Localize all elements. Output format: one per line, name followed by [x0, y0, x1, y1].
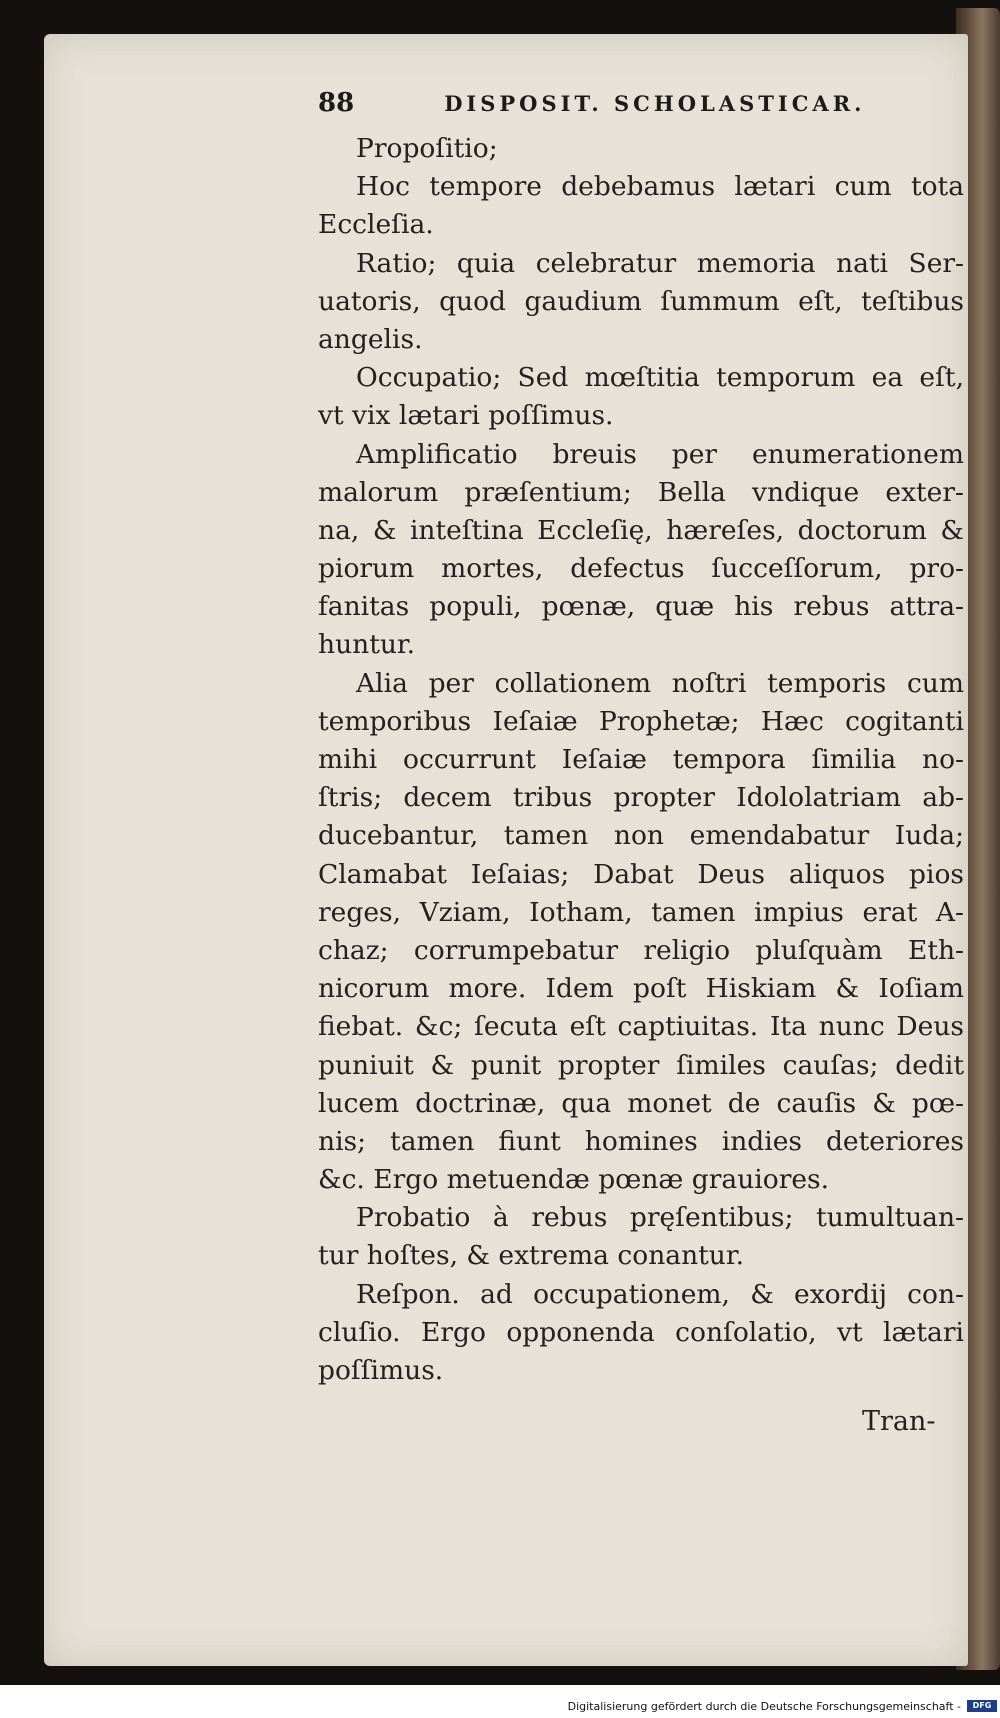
text-line: Clamabat Ieſaias; Dabat Deus aliquos pios	[318, 858, 964, 890]
text-line: Amplificatio breuis per enumerationem	[356, 438, 964, 470]
text-line: ſtris; decem tribus propter Idololatriam ab-	[318, 782, 964, 814]
text-line: nicorum more. Idem poſt Hiskiam & Ioſiam	[318, 973, 964, 1005]
body-text	[318, 130, 964, 1390]
text-line: ducebantur, tamen non emendabatur Iuda;	[318, 820, 964, 852]
text-line: Probatio à rebus pręſentibus; tumultuan-	[356, 1202, 964, 1234]
digitization-footer	[0, 1695, 1000, 1717]
text-line: puniuit & punit propter ſimiles cauſas; dedit	[318, 1049, 964, 1081]
text-line: Eccleſia.	[318, 209, 434, 241]
text-line: cluſio. Ergo opponenda conſolatio, vt lætari	[318, 1316, 964, 1348]
dfg-logo-icon: DFG	[967, 1700, 997, 1712]
text-line: mihi occurrunt Ieſaiæ tempora ſimilia no-	[318, 744, 964, 775]
text-line: Alia per collationem noſtri temporis cum	[356, 667, 964, 699]
text-line: reges, Vziam, Iotham, tamen impius erat A-	[318, 896, 964, 928]
page-header	[318, 88, 958, 118]
text-line: Occupatio; Sed mœſtitia temporum ea eſt,	[356, 362, 964, 394]
text-line: tur hoſtes, & extrema conantur.	[318, 1240, 745, 1272]
running-head: DISPOSIT. SCHOLASTICAR.	[444, 91, 866, 116]
text-line: poſſimus.	[318, 1355, 444, 1386]
text-line: uatoris, quod gaudium ſummum eſt, teſtibus	[318, 285, 964, 317]
text-line: angelis.	[318, 323, 423, 355]
text-line: vt vix lætari poſſimus.	[318, 400, 614, 432]
text-line: Propoſitio;	[356, 133, 498, 164]
text-line: malorum præſentium; Bella vndique exter-	[318, 476, 964, 508]
text-line: Ratio; quia celebratur memoria nati Ser-	[356, 247, 964, 279]
text-line: fiebat. &c; ſecuta eſt captiuitas. Ita nunc Deus	[318, 1011, 964, 1043]
text-line: fanitas populi, pœnæ, quæ his rebus attra-	[318, 591, 964, 623]
footer-credit: Digitalisierung gefördert durch die Deutsche Forschungsgemeinschaft -	[567, 1699, 961, 1713]
text-line: Reſpon. ad occupationem, & exordij con-	[356, 1278, 964, 1310]
text-line: nis; tamen fiunt homines indies deteriores	[318, 1125, 964, 1157]
text-line: na, & inteſtina Eccleſię, hæreſes, doctorum &	[318, 514, 964, 546]
text-line: Hoc tempore debebamus lætari cum tota	[356, 171, 964, 203]
text-line: lucem doctrinæ, qua monet de cauſis & pœ-	[318, 1087, 964, 1119]
page-number: 88	[318, 88, 355, 118]
text-line: temporibus Ieſaiæ Prophetæ; Hæc cogitanti	[318, 705, 964, 737]
text-line: piorum mortes, defectus ſucceſſorum, pro-	[318, 553, 964, 585]
text-line: huntur.	[318, 629, 416, 661]
text-line: &c. Ergo metuendæ pœnæ grauiores.	[318, 1164, 830, 1196]
catchword: Tran-	[862, 1406, 936, 1437]
text-line: chaz; corrumpebatur religio pluſquàm Eth-	[318, 934, 964, 966]
